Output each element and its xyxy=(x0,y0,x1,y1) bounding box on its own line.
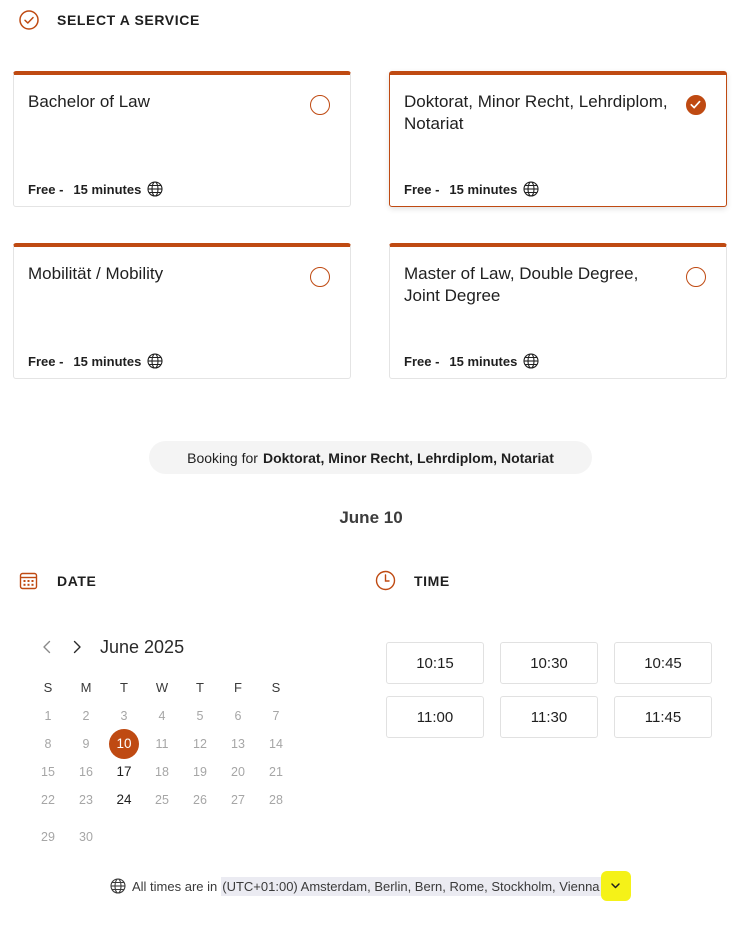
service-name: Bachelor of Law xyxy=(28,92,150,111)
calendar-day: 15 xyxy=(41,765,55,779)
calendar-day: 25 xyxy=(155,793,169,807)
timezone-row xyxy=(110,874,631,898)
service-duration: 15 minutes xyxy=(449,353,518,369)
globe-icon xyxy=(147,181,163,197)
service-price: Free - xyxy=(28,353,64,369)
weekday-header: F xyxy=(234,680,242,695)
date-section-title: DATE xyxy=(57,572,97,589)
service-name: Doktorat, Minor Recht, Lehrdiplom, Notariat xyxy=(404,92,668,133)
calendar-day: 2 xyxy=(82,709,90,723)
service-card-master-of-law[interactable] xyxy=(389,243,727,379)
booking-for-pill xyxy=(149,441,592,474)
calendar-day: 22 xyxy=(41,793,55,807)
service-duration: 15 minutes xyxy=(73,353,142,369)
clock-icon xyxy=(375,570,396,591)
service-radio[interactable] xyxy=(686,267,706,287)
weekday-header: T xyxy=(120,680,128,695)
calendar-icon xyxy=(19,571,38,590)
weekday-header: S xyxy=(43,680,53,695)
time-slot-button[interactable]: 11:30 xyxy=(500,696,598,738)
service-meta xyxy=(404,181,539,197)
calendar-day: 21 xyxy=(269,765,283,779)
booking-service-name: Doktorat, Minor Recht, Lehrdiplom, Notariat xyxy=(262,449,554,466)
time-slot-button[interactable]: 10:45 xyxy=(614,642,712,684)
calendar-day: 5 xyxy=(196,709,204,723)
time-slot-button[interactable]: 10:30 xyxy=(500,642,598,684)
timezone-select-value[interactable]: (UTC+01:00) Amsterdam, Berlin, Bern, Rome, Stockholm, Vienna xyxy=(222,878,600,894)
calendar-day: 11 xyxy=(155,737,169,751)
date-section-header xyxy=(19,571,96,590)
globe-icon xyxy=(523,353,539,369)
timezone-prefix: All times are in xyxy=(132,878,218,894)
time-section-title: TIME xyxy=(414,572,450,589)
chevron-right-icon xyxy=(71,640,83,654)
globe-icon xyxy=(110,878,126,894)
service-radio[interactable] xyxy=(310,95,330,115)
booking-prefix: Booking for xyxy=(187,449,258,466)
service-name: Master of Law, Double Degree, Joint Degree xyxy=(404,264,639,305)
calendar-day: 13 xyxy=(231,737,245,751)
select-service-header xyxy=(18,9,200,31)
calendar-day: 3 xyxy=(120,709,128,723)
service-duration: 15 minutes xyxy=(449,181,518,197)
calendar-day: 29 xyxy=(41,830,55,844)
calendar-day: 1 xyxy=(44,709,52,723)
calendar-day: 16 xyxy=(79,765,93,779)
calendar-day: 12 xyxy=(193,737,207,751)
weekday-header: S xyxy=(271,680,281,695)
time-slot-button[interactable]: 10:15 xyxy=(386,642,484,684)
calendar-day: 26 xyxy=(193,793,207,807)
globe-icon xyxy=(147,353,163,369)
service-meta xyxy=(28,181,163,197)
calendar-navigation xyxy=(36,636,184,658)
service-name: Mobilität / Mobility xyxy=(28,264,164,283)
service-card-doktorat[interactable] xyxy=(389,71,727,207)
calendar-day: 9 xyxy=(82,737,90,751)
time-slot-button[interactable]: 11:00 xyxy=(386,696,484,738)
service-duration: 15 minutes xyxy=(73,181,142,197)
globe-icon xyxy=(523,181,539,197)
calendar-day: 27 xyxy=(231,793,245,807)
calendar-day-available[interactable]: 24 xyxy=(116,792,132,807)
time-slot-button[interactable]: 11:45 xyxy=(614,696,712,738)
chevron-down-icon xyxy=(610,882,621,890)
calendar-day: 14 xyxy=(269,737,283,751)
service-meta xyxy=(28,353,163,369)
weekday-header: W xyxy=(155,680,169,695)
calendar-day: 28 xyxy=(269,793,283,807)
checkmark-icon xyxy=(687,96,704,113)
calendar-day: 20 xyxy=(231,765,245,779)
service-price: Free - xyxy=(28,181,64,197)
calendar-day-available[interactable]: 17 xyxy=(116,764,132,779)
weekday-header: M xyxy=(80,680,92,695)
service-card-mobility[interactable] xyxy=(13,243,351,379)
service-card-bachelor-of-law[interactable] xyxy=(13,71,351,207)
calendar-day: 6 xyxy=(234,709,242,723)
calendar-day: 18 xyxy=(155,765,169,779)
calendar-day: 30 xyxy=(79,830,93,844)
next-month-button[interactable] xyxy=(66,636,88,658)
chevron-left-icon xyxy=(41,640,53,654)
previous-month-button[interactable] xyxy=(36,636,58,658)
service-price: Free - xyxy=(404,353,440,369)
timezone-dropdown-button[interactable] xyxy=(601,871,631,901)
selected-date-title: June 10 xyxy=(339,508,403,527)
select-service-title: SELECT A SERVICE xyxy=(57,12,200,28)
check-circle-icon xyxy=(18,9,40,31)
calendar-month-label: June 2025 xyxy=(100,636,185,657)
weekday-header: T xyxy=(196,680,204,695)
service-meta xyxy=(404,353,539,369)
calendar-day: 19 xyxy=(193,765,207,779)
service-price: Free - xyxy=(404,181,440,197)
calendar-day: 4 xyxy=(158,709,166,723)
calendar-day: 7 xyxy=(272,709,280,723)
calendar-day: 23 xyxy=(79,793,93,807)
service-radio-checked[interactable] xyxy=(686,95,706,115)
service-radio[interactable] xyxy=(310,267,330,287)
time-section-header xyxy=(375,570,450,591)
calendar-day: 8 xyxy=(44,737,52,751)
calendar-day-selected[interactable]: 10 xyxy=(109,729,139,759)
